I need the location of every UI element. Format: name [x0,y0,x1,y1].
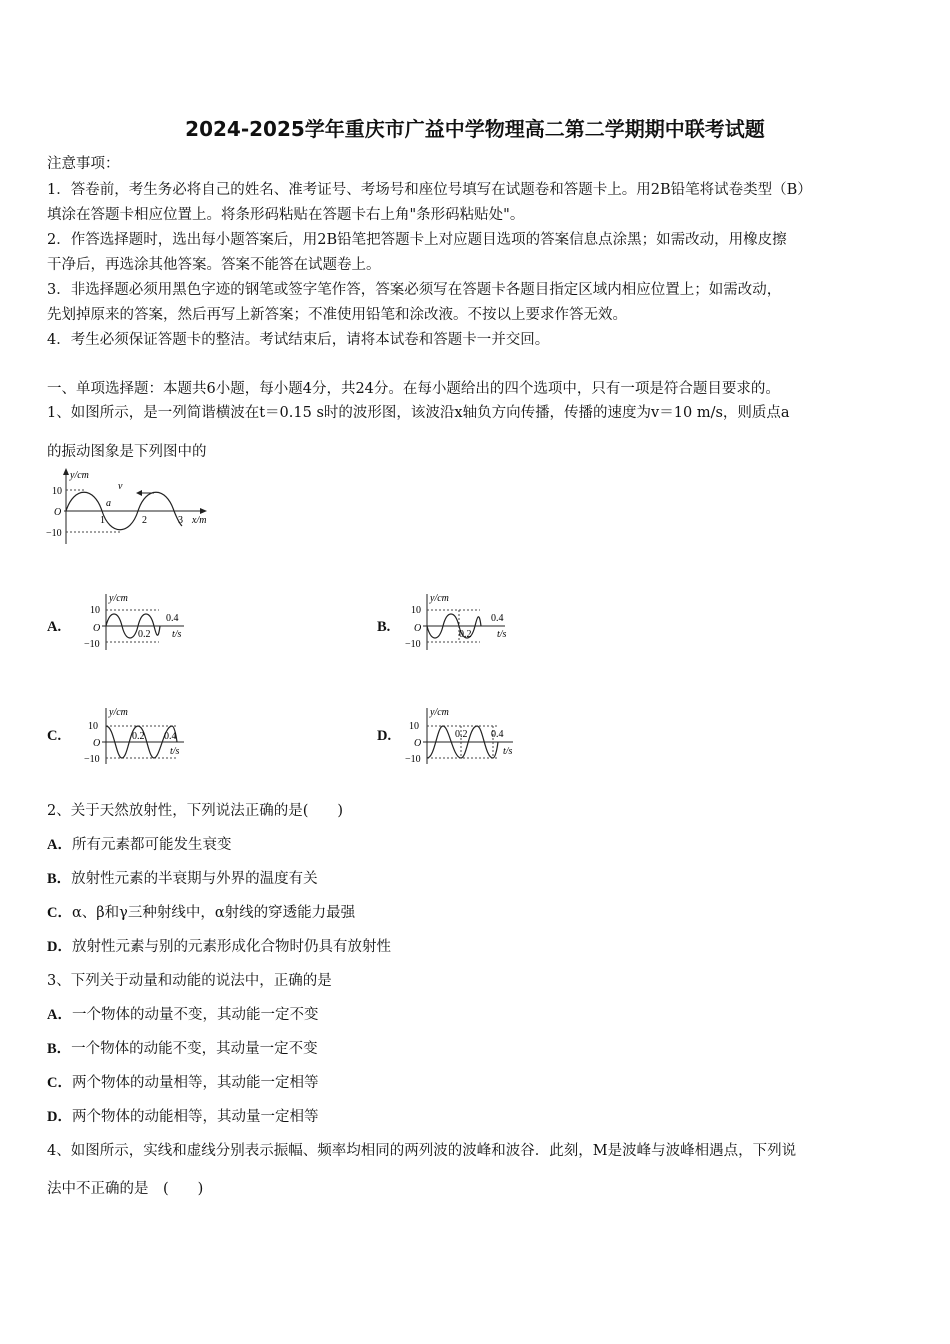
wave-point-a: a [106,498,111,509]
opt-y-tick: −10 [84,639,100,650]
opt-y-tick: 10 [409,721,419,732]
question-4-stem-cont: 法中不正确的是 ( ) [47,1181,204,1197]
q2-option-a[interactable] [47,833,231,854]
opt-t-tick: 0.4 [491,729,504,740]
option-d-label[interactable]: D. [377,728,392,744]
opt-t-label: t/s [497,629,507,640]
section-heading: 一、单项选择题：本题共6小题，每小题4分，共24分。在每小题给出的四个选项中，只有一项是符合题目要求的。 [47,381,780,397]
opt-t-tick: 0.2 [132,731,145,742]
wave-y-tick: 10 [52,486,62,497]
option-letter: A． [47,1007,72,1023]
wave-velocity-label: v [118,481,123,492]
notice-line: 1．答卷前，考生务必将自己的姓名、准考证号、考场号和座位号填写在试题卷和答题卡上。用2B铅笔将试卷类型（B） [47,182,812,198]
wave-x-label: x/m [192,515,207,526]
question-1-stem: 1、如图所示，是一列简谐横波在t＝0.15 s时的波形图，该波沿x轴负方向传播，传播的速度为v＝10 m/s，则质点a [47,405,790,421]
option-text: 一个物体的动量不变，其动能一定不变 [71,1007,319,1023]
option-letter: D． [47,939,72,955]
notice-line: 填涂在答题卡相应位置上。将条形码粘贴在答题卡右上角"条形码粘贴处"。 [47,207,525,223]
opt-t-label: t/s [172,629,182,640]
option-b-graph[interactable] [405,590,525,655]
opt-y-tick: O [414,738,422,749]
notice-line: 先划掉原来的答案，然后再写上新答案；不准使用铅笔和涂改液。不按以上要求作答无效。 [47,307,627,323]
q3-option-d[interactable] [47,1105,318,1126]
question-1-stem-cont: 的振动图象是下列图中的 [47,444,207,460]
option-b-label[interactable]: B. [377,619,391,635]
opt-y-tick: −10 [405,754,421,765]
wave-graph [44,466,224,546]
opt-y-tick: O [93,623,101,634]
opt-y-tick: 10 [90,605,100,616]
q2-option-d[interactable] [47,935,391,956]
option-c-graph[interactable] [84,704,204,769]
option-c-label[interactable]: C. [47,728,62,744]
opt-y-label: y/cm [430,707,449,718]
question-4-stem: 4、如图所示，实线和虚线分别表示振幅、频率均相同的两列波的波峰和波谷．此刻，M是波峰与波峰相遇点，下列说 [47,1143,797,1159]
option-letter: A． [47,837,72,853]
question-3-stem: 3、下列关于动量和动能的说法中，正确的是 [47,973,332,989]
q3-option-c[interactable] [47,1071,318,1092]
option-text: 一个物体的动能不变，其动量一定不变 [71,1041,318,1057]
option-letter: D． [47,1109,72,1125]
option-text: 放射性元素与别的元素形成化合物时仍具有放射性 [71,939,391,955]
wave-y-tick: O [54,507,62,518]
opt-t-tick: 0.4 [164,731,177,742]
q3-option-a[interactable] [47,1003,318,1024]
wave-x-tick: 1 [100,515,105,526]
option-d-graph[interactable] [405,704,530,779]
opt-y-label: y/cm [109,707,128,718]
option-letter: C． [47,1075,72,1091]
opt-y-tick: O [414,623,422,634]
opt-y-label: y/cm [109,593,128,604]
opt-y-tick: O [93,738,101,749]
opt-t-tick: 0.2 [138,629,151,640]
option-text: α、β和γ三种射线中，α射线的穿透能力最强 [71,905,356,921]
opt-y-tick: −10 [84,754,100,765]
wave-y-tick: −10 [46,528,62,539]
notice-line: 2．作答选择题时，选出每小题答案后，用2B铅笔把答题卡上对应题目选项的答案信息点涂黑；如需改动，用橡皮擦 [47,232,787,248]
opt-y-tick: −10 [405,639,421,650]
opt-t-label: t/s [503,746,513,757]
opt-y-tick: 10 [88,721,98,732]
option-letter: B． [47,1041,72,1057]
option-text: 放射性元素的半衰期与外界的温度有关 [71,871,318,887]
q3-option-b[interactable] [47,1037,318,1058]
question-2-stem: 2、关于天然放射性，下列说法正确的是( ) [47,803,344,819]
option-text: 所有元素都可能发生衰变 [71,837,232,853]
opt-t-label: t/s [170,746,180,757]
opt-y-label: y/cm [430,593,449,604]
wave-y-label: y/cm [70,470,89,481]
option-letter: C． [47,905,72,921]
notice-line: 3．非选择题必须用黑色字迹的钢笔或签字笔作答，答案必须写在答题卡各题目指定区域内相应位置上；如需改动， [47,282,782,298]
notice-line: 4．考生必须保证答题卡的整洁。考试结束后，请将本试卷和答题卡一并交回。 [47,332,550,348]
opt-t-tick: 0.2 [455,729,468,740]
opt-t-tick: 0.2 [459,629,472,640]
notice-heading: 注意事项： [47,156,120,172]
opt-y-tick: 10 [411,605,421,616]
q2-option-b[interactable] [47,867,318,888]
q2-option-c[interactable] [47,901,355,922]
opt-t-tick: 0.4 [491,613,504,624]
option-text: 两个物体的动量相等，其动能一定相等 [71,1075,319,1091]
option-text: 两个物体的动能相等，其动量一定相等 [71,1109,319,1125]
notice-line: 干净后，再选涂其他答案。答案不能答在试题卷上。 [47,257,381,273]
option-a-graph[interactable] [84,590,204,655]
option-a-label[interactable]: A. [47,619,62,635]
page-title: 2024-2025学年重庆市广益中学物理高二第二学期期中联考试题 [185,117,765,141]
wave-x-tick: 3 [178,515,183,526]
option-letter: B． [47,871,72,887]
wave-x-tick: 2 [142,515,147,526]
opt-t-tick: 0.4 [166,613,179,624]
